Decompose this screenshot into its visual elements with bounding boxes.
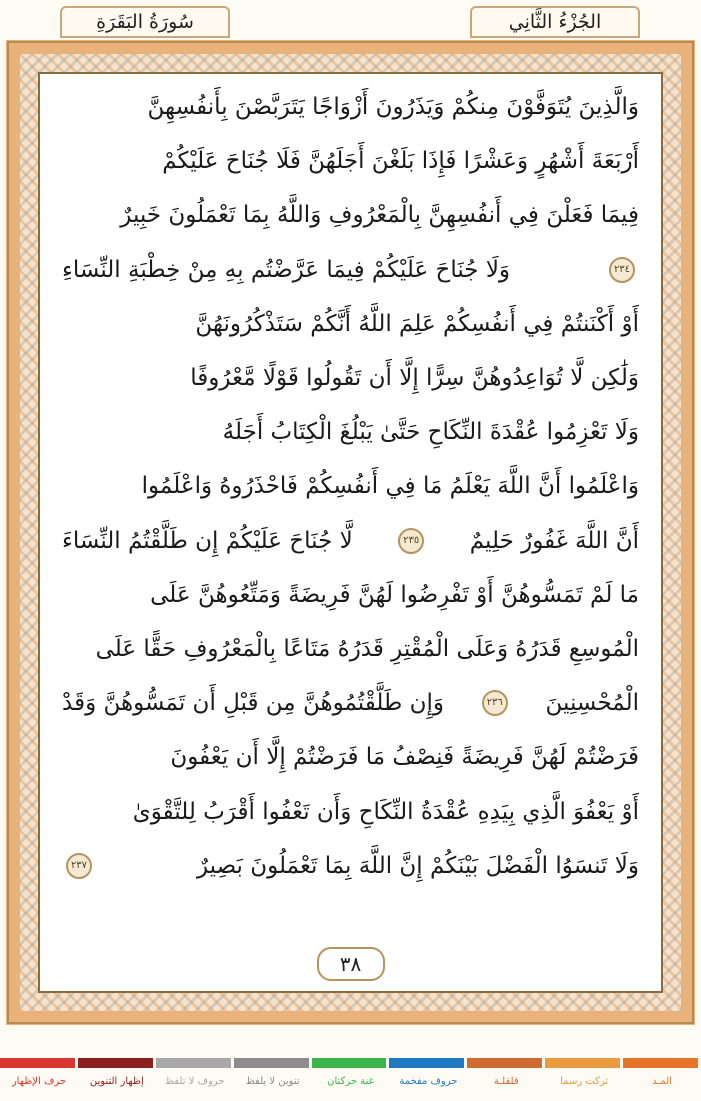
legend-label: إظهار التنوين (89, 1076, 144, 1087)
verse-text: أَوْ يَعْفُوَ الَّذِي بِيَدِهِ عُقْدَةُ النِّكَاحِ وَأَن تَعْفُوا أَقْرَبُ لِلتَّقْوَىٰ (132, 798, 639, 825)
verse-line (62, 243, 639, 297)
verse-text: مَا لَمْ تَمَسُّوهُنَّ أَوْ تَفْرِضُوا لَهُنَّ فَرِيضَةً وَمَتِّعُوهُنَّ عَلَى (150, 581, 639, 608)
legend-color-swatch (545, 1058, 620, 1068)
verse-line (62, 622, 639, 676)
surah-title: سُورَةُ البَقَرَةِ (60, 6, 230, 38)
verse-line (62, 134, 639, 188)
ayah-number-marker: ۲۳۷ (66, 853, 92, 879)
verse-line (62, 676, 639, 730)
verse-line (62, 351, 639, 405)
ayah-number-marker: ۲۳٦ (482, 690, 508, 716)
legend-color-swatch (467, 1058, 542, 1068)
legend-color-swatch (0, 1058, 75, 1068)
verse-text: فِيمَا فَعَلْنَ فِي أَنفُسِهِنَّ بِالْمَعْرُوفِ وَاللَّهُ بِمَا تَعْمَلُونَ خَبِيرٌ (120, 202, 639, 229)
legend-label: حرف الإظهار (11, 1076, 67, 1087)
legend-label: غنة حركتان (327, 1076, 374, 1087)
legend-color-bars (0, 1058, 701, 1068)
legend-label: المـد (652, 1076, 672, 1087)
legend-color-swatch (78, 1058, 153, 1068)
verse-line (62, 568, 639, 622)
ayah-number-marker: ۲۳٤ (609, 257, 635, 283)
page-header (60, 6, 640, 40)
verse-text: الْمُحْسِنِينَ (545, 690, 639, 717)
legend-color-swatch (389, 1058, 464, 1068)
verse-line (62, 784, 639, 838)
ornamental-border (6, 40, 695, 1025)
verse-text: وَإِن طَلَّقْتُمُوهُنَّ مِن قَبْلِ أَن تَمَسُّوهُنَّ وَقَدْ (62, 690, 444, 717)
legend-label: تركت رسما (560, 1076, 609, 1087)
verse-line (62, 80, 639, 134)
verse-line (62, 839, 639, 893)
legend-label: قلقلـة (493, 1076, 519, 1087)
verse-text: وَلَٰكِن لَّا تُوَاعِدُوهُنَّ سِرًّا إِلَّا أَن تَقُولُوا قَوْلًا مَّعْرُوفًا (190, 365, 639, 392)
verse-text: الْمُوسِعِ قَدَرُهُ وَعَلَى الْمُقْتِرِ قَدَرُهُ مَتَاعًا بِالْمَعْرُوفِ حَقًّا عَلَى (95, 635, 639, 662)
verse-text: فَرَضْتُمْ لَهُنَّ فَرِيضَةً فَنِصْفُ مَا فَرَضْتُمْ إِلَّا أَن يَعْفُونَ (170, 744, 639, 771)
verse-line (62, 405, 639, 459)
verse-line (62, 188, 639, 242)
verse-text: وَاعْلَمُوا أَنَّ اللَّهَ يَعْلَمُ مَا فِي أَنفُسِكُمْ فَاحْذَرُوهُ وَاعْلَمُوا (141, 473, 639, 500)
verse-text: وَلَا جُنَاحَ عَلَيْكُمْ فِيمَا عَرَّضْتُم بِهِ مِنْ خِطْبَةِ النِّسَاءِ (62, 256, 511, 283)
verse-text: أَنَّ اللَّهَ غَفُورٌ حَلِيمٌ (469, 527, 639, 554)
verse-text: وَالَّذِينَ يُتَوَفَّوْنَ مِنكُمْ وَيَذَرُونَ أَزْوَاجًا يَتَرَبَّصْنَ بِأَنفُسِهِنَّ (147, 94, 639, 121)
verse-text: وَلَا تَعْزِمُوا عُقْدَةَ النِّكَاحِ حَتَّىٰ يَبْلُغَ الْكِتَابُ أَجَلَهُ (222, 419, 639, 446)
juz-title: الجُزْءُ الثَّانِي (470, 6, 640, 38)
verse-text: أَوْ أَكْنَنتُمْ فِي أَنفُسِكُمْ عَلِمَ اللَّهُ أَنَّكُمْ سَتَذْكُرُونَهُنَّ (195, 310, 639, 337)
legend-label: تنوين لا يلفظ (245, 1076, 300, 1087)
legend-color-swatch (234, 1058, 309, 1068)
page-number: ٣٨ (317, 947, 385, 981)
verse-line (62, 514, 639, 568)
verse-line (62, 297, 639, 351)
verse-lines (62, 80, 639, 951)
verse-text: لَّا جُنَاحَ عَلَيْكُمْ إِن طَلَّقْتُمُ النِّسَاءَ (62, 527, 353, 554)
legend-labels (0, 1076, 701, 1087)
ayah-number-marker: ۲۳٥ (398, 528, 424, 554)
legend-label: حروف لا تلفظ (164, 1076, 225, 1087)
legend-color-swatch (312, 1058, 387, 1068)
tajweed-legend (0, 1058, 701, 1101)
mushaf-page (38, 72, 663, 993)
verse-text: وَلَا تَنسَوُا الْفَضْلَ بَيْنَكُمْ إِنَّ اللَّهَ بِمَا تَعْمَلُونَ بَصِيرٌ (196, 852, 639, 879)
verse-line (62, 730, 639, 784)
legend-color-swatch (156, 1058, 231, 1068)
legend-label: حروف مفخمة (399, 1076, 458, 1087)
legend-color-swatch (623, 1058, 698, 1068)
verse-text: أَرْبَعَةَ أَشْهُرٍ وَعَشْرًا فَإِذَا بَلَغْنَ أَجَلَهُنَّ فَلَا جُنَاحَ عَلَيْكُمْ (162, 148, 639, 175)
verse-line (62, 459, 639, 513)
